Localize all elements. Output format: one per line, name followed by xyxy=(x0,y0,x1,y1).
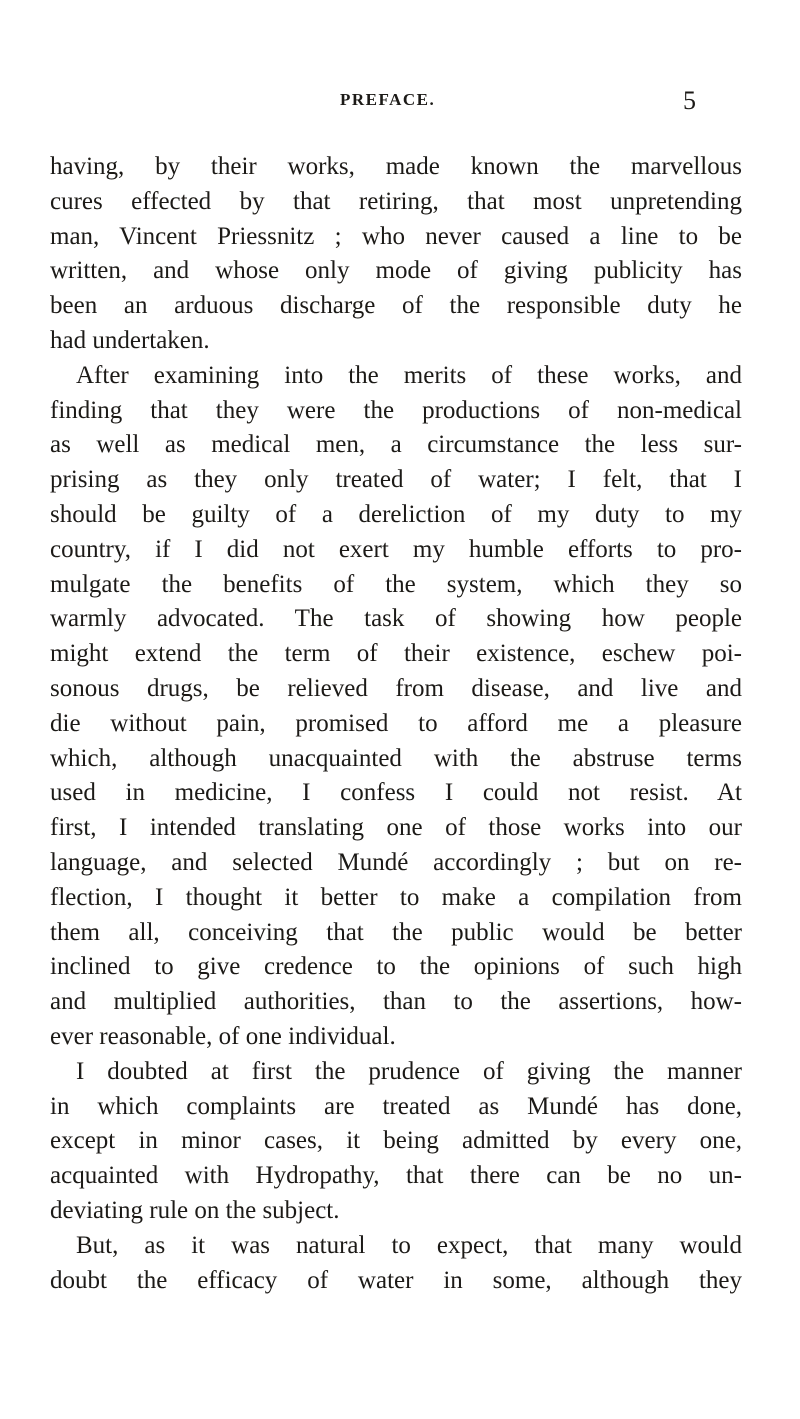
text-line: which, although unacquainted with the abstruse terms xyxy=(50,744,742,772)
text-line: first, I intended translating one of those works into our xyxy=(50,814,742,842)
text-line: been an arduous discharge of the responsible duty he xyxy=(50,292,742,320)
text-line: finding that they were the productions of non-medical xyxy=(50,396,742,424)
text-line: written, and whose only mode of giving publicity has xyxy=(50,257,742,285)
text-line: used in medicine, I confess I could not resist. At xyxy=(50,779,742,807)
text-line: as well as medical men, a circumstance the less sur- xyxy=(50,431,742,459)
text-line: warmly advocated. The task of showing how people xyxy=(50,605,742,633)
text-line: man, Vincent Priessnitz ; who never caused a line to be xyxy=(50,222,742,250)
running-head-title: PREFACE. xyxy=(340,90,436,109)
text-line: I doubted at first the prudence of giving the manner xyxy=(76,1057,742,1085)
text-line: doubt the efficacy of water in some, although they xyxy=(50,1266,742,1294)
text-line: them all, conceiving that the public would be better xyxy=(50,918,742,946)
text-line: should be guilty of a dereliction of my duty to my xyxy=(50,500,742,528)
text-line: After examining into the merits of these works, and xyxy=(76,361,742,389)
text-line: But, as it was natural to expect, that many would xyxy=(76,1231,742,1259)
text-line: sonous drugs, be relieved from disease, and live and xyxy=(50,674,742,702)
text-line: language, and selected Mundé accordingly ; but on re- xyxy=(50,848,742,876)
text-line: ever reasonable, of one individual. xyxy=(50,1022,396,1050)
text-line: inclined to give credence to the opinions of such high xyxy=(50,953,742,981)
text-line: and multiplied authorities, than to the assertions, how- xyxy=(50,988,742,1016)
text-line: country, if I did not exert my humble efforts to pro- xyxy=(50,535,742,563)
text-line: acquainted with Hydropathy, that there can be no un- xyxy=(50,1162,742,1190)
text-line: mulgate the benefits of the system, which they so xyxy=(50,570,742,598)
text-line: having, by their works, made known the marvellous xyxy=(50,153,742,180)
text-line: prising as they only treated of water; I felt, that I xyxy=(50,466,742,494)
running-head xyxy=(0,86,800,116)
text-line: flection, I thought it better to make a compilation from xyxy=(50,883,742,911)
text-line: might extend the term of their existence, eschew poi- xyxy=(50,640,742,668)
text-line: cures effected by that retiring, that most unpretending xyxy=(50,187,742,215)
text-line: deviating rule on the subject. xyxy=(50,1196,340,1224)
text-line: in which complaints are treated as Mundé has done, xyxy=(50,1092,742,1120)
text-line: had undertaken. xyxy=(50,326,210,354)
text-line: except in minor cases, it being admitted by every one, xyxy=(50,1127,742,1155)
page-number: 5 xyxy=(683,86,696,115)
body-text xyxy=(50,150,742,1298)
text-line: die without pain, promised to afford me a pleasure xyxy=(50,709,742,737)
